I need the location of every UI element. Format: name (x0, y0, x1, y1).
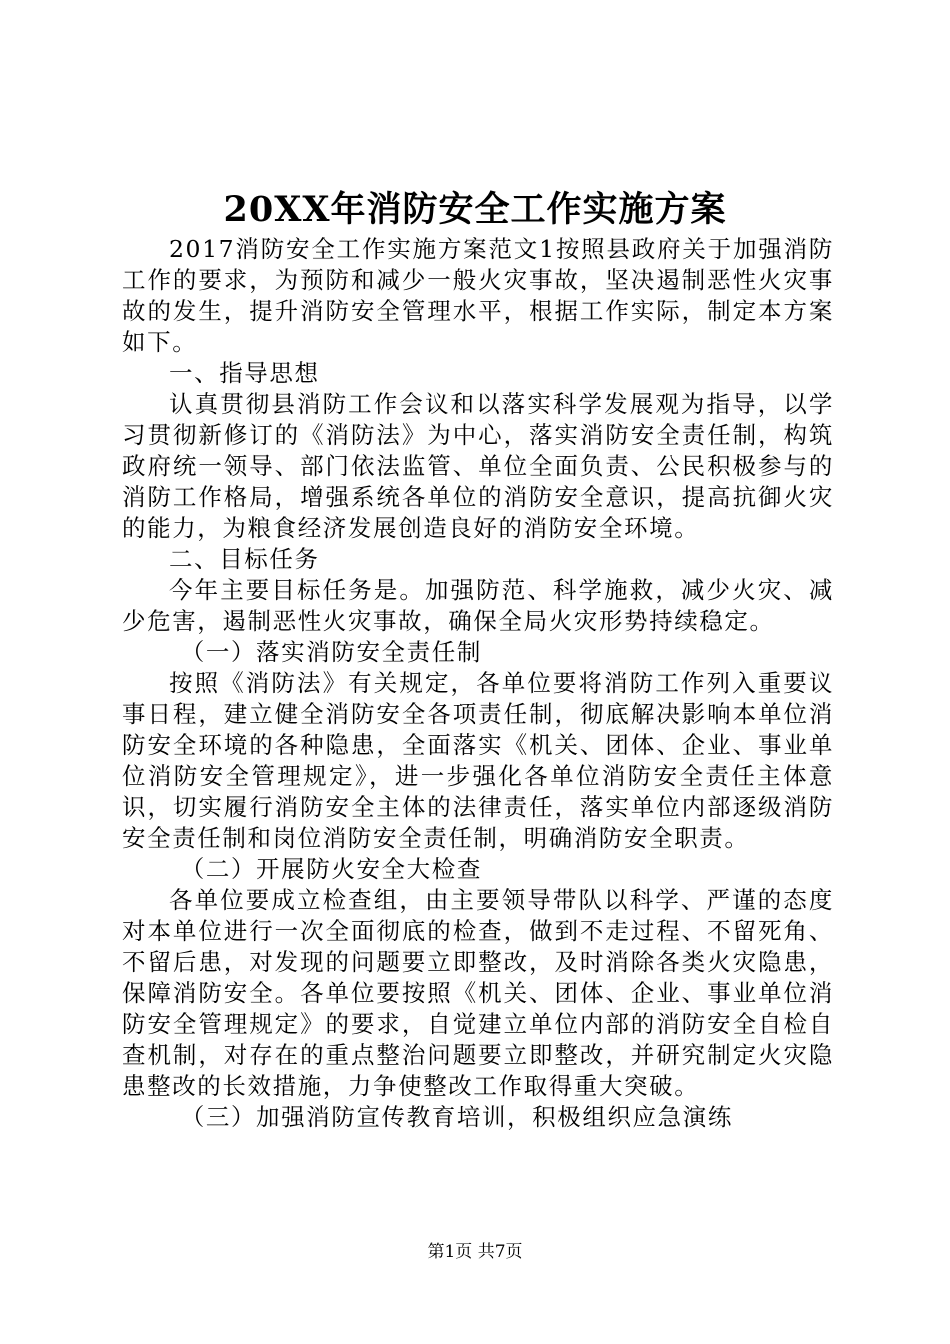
subsection-heading-responsibility: （一）落实消防安全责任制 (180, 638, 482, 666)
subsection-heading-inspection: （二）开展防火安全大检查 (180, 855, 482, 883)
goals-paragraph: 今年主要目标任务是。加强防范、科学施救，减少火灾、减少危害，遏制恶性火灾事故，确保全局火灾形势持续稳定。 (122, 576, 834, 635)
responsibility-paragraph: 按照《消防法》有关规定，各单位要将消防工作列入重要议事日程，建立健全消防安全各项责任制，彻底解决影响本单位消防安全环境的各种隐患，全面落实《机关、团体、企业、事业单位消防安全管理规定》，进一步强化各单位消防安全责任主体意识，切实履行消防安全主体的法律责任，落实单位内部逐级消防安全责任制和岗位消防安全责任制，明确消防安全职责。 (122, 669, 834, 852)
section-heading-goals: 二、目标任务 (169, 545, 320, 573)
intro-paragraph: 2017消防安全工作实施方案范文1按照县政府关于加强消防工作的要求，为预防和减少一般火灾事故，坚决遏制恶性火灾事故的发生，提升消防安全管理水平，根据工作实际，制定本方案如下。 (122, 235, 834, 356)
guiding-thought-paragraph: 认真贯彻县消防工作会议和以落实科学发展观为指导，以学习贯彻新修订的《消防法》为中心，落实消防安全责任制，构筑政府统一领导、部门依法监管、单位全面负责、公民积极参与的消防工作格局，增强系统各单位的消防安全意识，提高抗御火灾的能力，为粮食经济发展创造良好的消防安全环境。 (122, 390, 834, 542)
document-title: 20XX年消防安全工作实施方案 (223, 189, 727, 230)
page-footer: 第1页 共7页 (427, 1242, 523, 1262)
subsection-heading-training: （三）加强消防宣传教育培训，积极组织应急演练 (180, 1103, 733, 1131)
document-body (122, 234, 834, 1133)
inspection-paragraph: 各单位要成立检查组，由主要领导带队以科学、严谨的态度对本单位进行一次全面彻底的检查，做到不走过程、不留死角、不留后患，对发现的问题要立即整改，及时消除各类火灾隐患，保障消防安全。各单位要按照《机关、团体、企业、事业单位消防安全管理规定》的要求，自觉建立单位内部的消防安全自检自查机制，对存在的重点整治问题要立即整改，并研究制定火灾隐患整改的长效措施，力争使整改工作取得重大突破。 (122, 886, 834, 1100)
section-heading-guiding-thought: 一、指导思想 (169, 359, 320, 387)
